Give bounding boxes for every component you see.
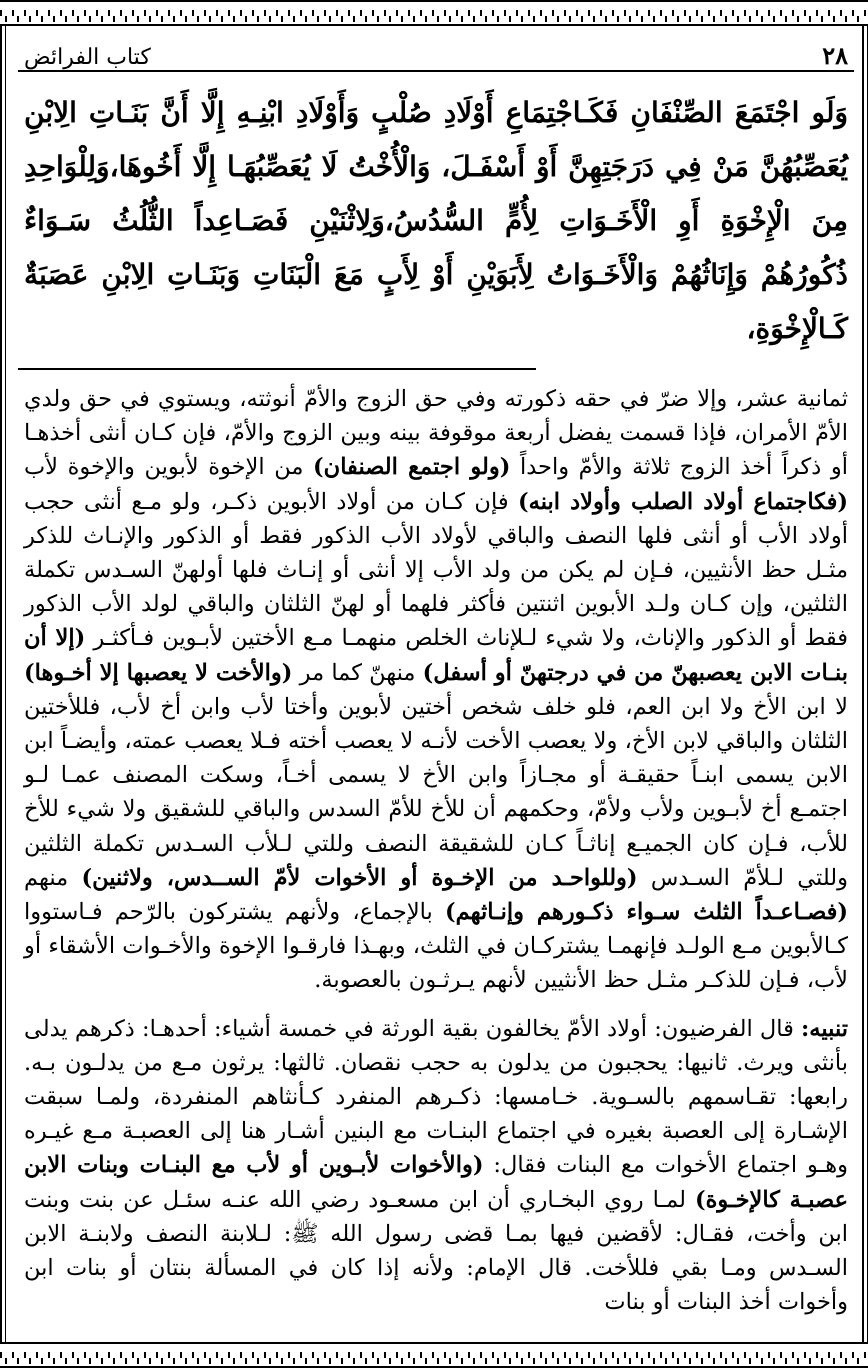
commentary-run: قال الفرضيون: أولاد الأمّ يخالفون بقية الورثة في خمسة أشياء: أحدهـا: ذكرهم يدلى بأنثى ويرث. ثانيها: يحجبون من يدلون به حجب نقصان. ثالثها: يرثون مـع من يدلـون بـه. رابعها: تقـاسمهم بالسـوية. خـامسها: ذكـرهم المنفرد كـأنثاهم المنفردة، ولمـا سبقت الإشـارة إلى العصبة بغيره في اجتماع البنـات مع البنين أشـار هنا إلى العصبـة مـع غيـره وهـو اجتماع الأخوات مع البنات فقال: xyxy=(24,1015,848,1179)
commentary-quote: (إلا أن بنـات الابن يعصبهنّ من في درجتهنّ أو أسفل) xyxy=(24,625,848,686)
commentary-quote: (ولو اجتمع الصنفان) xyxy=(313,454,511,481)
commentary-quote: (والأخوات لأبـوين أو لأب مع البنـات وبنات الابن عصبـة كالإخـوة) xyxy=(24,1152,848,1213)
matn-separator xyxy=(18,368,536,370)
commentary-run: لا ابن الأخ ولا ابن العم، فلو خلف شخص أختين لأبوين وأختا لأب وابن أخ لأب، فللأختين الثلثان والباقي لابن الأخ، ولا يعصب الأخت لأنـه لا يعصب أخته فـلا يعصب عمته، وأيضـاً ابن الابن يسمى ابنـاً حقيقـة أو مجـازاً وابن الأخ لا يسمى أخـاً، وسكت المصنف عمـا لـو اجتمـع أخ لأبـوين ولأب ولأمّ، وحكمهم أن للأخ للأمّ السدس والباقي للشقيق ولا شيء للأخ للأب، فـإن كان الجميـع إناثـاً كـان للشقيقة النصف وللتي لـلأب السـدس تكملة الثلثين وللتي لـلأمّ السـدس xyxy=(24,693,848,891)
commentary xyxy=(18,382,854,1319)
commentary-run: ثمانية عشر، وإلا ضرّ في حقه ذكورته وفي حق الزوج والأمّ أنوثته، ويستوي في حق ولدي الأمّ الأمران، فإذا قسمت يفضل أربعة موقوفة بينه وبين الزوج والأمّ، فإن كـان أنثى أخذهـا أو ذكراً أخذ الزوج ثلاثة والأمّ واحداً xyxy=(24,386,848,481)
running-header xyxy=(18,30,854,72)
commentary-quote: (فصـاعـداً الثلث سـواء ذكـورهم وإنـاثهم) xyxy=(444,899,848,926)
commentary-run: بالإجماع، ولأنهم يشتركون بالرّحم فـاستووا كـالأبوين مـع الولـد فإنهمـا يشتركـان في الثلث، وبهـذا فارقـوا الإخوة والأخـوات الأشقاء أو لأب، فـإن للذكـر مثـل حظ الأنثيين لأنهم يـرثـون بالعصوبة. xyxy=(24,899,848,994)
ornamental-border-left xyxy=(0,26,6,1342)
commentary-run: منهم xyxy=(24,864,82,891)
matn-text: وَلَو اجْتَمَعَ الصِّنْفَانِ فَكَـاجْتِمَاعِ أَوْلَادِ صُلْبٍ وَأَوْلَادِ ابْنِـهِ إِلَّا أَنَّ بَنَـاتِ الِابْنِ يُعَصِّبُهُنَّ مَنْ فِي دَرَجَتِهِنَّ أَوْ أَسْفَـلَ، وَالْأُخْتُ لَا يُعَصِّبُهَـا إِلَّا أَخُوهَا،وَلِلْوَاحِدِ مِنَ الْإِخْوَةِ أَوِ الْأَخَـوَاتِ لِأُمٍّ السُّدُسُ،وَلِاثْنَيْنِ فَصَـاعِداً الثُّلُثُ سَـوَاءٌ ذُكُورُهُمْ وَإِنَاثُهُمْ وَالْأَخَـوَاتُ لِأَبَوَيْنِ أَوْ لِأَبٍ مَعَ الْبَنَاتِ وَبَنَـاتِ الِابْنِ عَصَبَةٌ كَـالْإِخْوَةِ، xyxy=(24,96,848,345)
commentary-paragraph-2 xyxy=(24,1012,848,1320)
commentary-quote: (والأخت لا يعصبها إلا أخـوها) xyxy=(24,659,293,686)
tanbih-label: تنبيه: xyxy=(801,1015,848,1042)
commentary-run: من الإخوة لأبوين والإخوة لأب xyxy=(24,454,314,481)
commentary-run: فإن كـان من أولاد الأبوين ذكـر، ولو مـع أنثى حجب أولاد الأب أو أنثى فلها النصف والباقي لأولاد الأب الذكور فقط أو الذكور والإنـاث للذكر مثـل حظ الأنثيين، فـإن لم يكن من ولد الأب إلا أنثى أو إنـاث فلها أولهنّ السـدس تكملة الثلثين، وإن كـان ولـد الأبوين اثنتين فأكثر فلهما أو لهنّ الثلثان والباقي لولد الأب الذكور فقط أو الذكور والإناث، ولا شيء لـلإناث الخلص منهمـا مـع الأختين لأبـوين فـأكثـر xyxy=(24,488,848,652)
page xyxy=(18,30,854,1338)
ornamental-border-right xyxy=(862,26,868,1342)
ornamental-border-top xyxy=(0,0,868,26)
commentary-run: منهنّ كما مر xyxy=(292,659,423,686)
page-number: ٢٨ xyxy=(822,41,848,70)
commentary-paragraph-1 xyxy=(24,382,848,998)
commentary-quote: (فكاجتماع أولاد الصلب وأولاد ابنه) xyxy=(517,488,848,515)
book-title: كتاب الفرائض xyxy=(24,45,151,70)
commentary-quote: (وللواحـد من الإخـوة أو الأخوات لأمّ الســدس، ولاثنين) xyxy=(81,864,638,891)
commentary-run: لمـا روي البخـاري أن ابن مسعـود رضي الله عنـه سئـل عن بنت وبنت ابن وأخت، فقـال: لأقضين فيها بمـا قضى رسول الله ﷺ: لـلابنة النصف ولابنـة الابن السـدس ومـا بقي فللأخت. قال الإمام: ولأنه إذا كان في المسألة بنتان أو بنات ابن وأخوات أخذ البنات أو بنات xyxy=(24,1186,848,1316)
ornamental-border-bottom xyxy=(0,1342,868,1368)
